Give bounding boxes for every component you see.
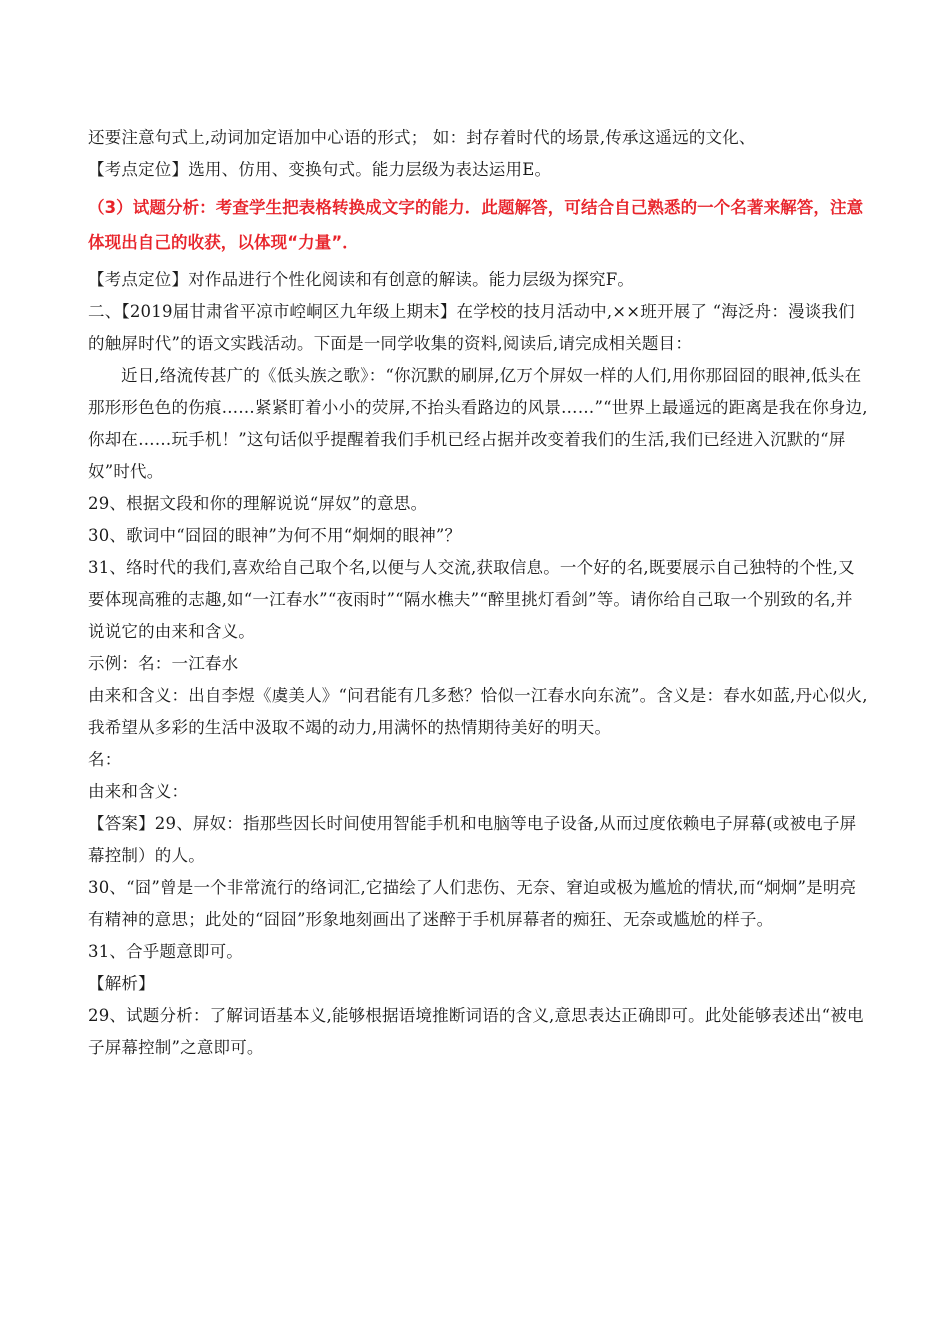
answer-30: 30、“囧”曾是一个非常流行的络词汇,它描绘了人们悲伤、无奈、窘迫或极为尴尬的情状,而“炯炯”是明亮有精神的意思；此处的“囧囧”形象地刻画出了迷醉于手机屏幕者的痴狂、无奈或尴尬的样子。	[88, 878, 857, 929]
paragraph-section-two-intro: 二、【2019届甘肃省平凉市崆峒区九年级上期末】在学校的技月活动中,××班开展了 “海泛舟：漫谈我们的触屏时代”的语文实践活动。下面是一同学收集的资料,阅读后,请完成相关题目：	[88, 302, 855, 353]
document-page	[88, 122, 868, 1064]
example-origin-meaning: 由来和含义：出自李煜《虞美人》“问君能有几多愁？恰似一江春水向东流”。含义是：春水如蓝,丹心似火,我希望从多彩的生活中汲取不竭的动力,用满怀的热情期待美好的明天。	[88, 686, 868, 737]
example-name: 示例：名：一江春水	[88, 654, 239, 673]
paragraph-analysis-3: （3）试题分析：考查学生把表格转换成文字的能力．此题解答，可结合自己熟悉的一个名著来解答，注意体现出自己的收获，以体现“力量”．	[88, 198, 864, 252]
paragraph-reading-passage: 近日,络流传甚广的《低头族之歌》：“你沉默的刷屏,亿万个屏奴一样的人们,用你那囧囧的眼神,低头在那形形色色的伤痕……紧紧盯着小小的荧屏,不抬头看路边的风景……”“世界上最遥远的距离是我在你身边,你却在……玩手机！”这句话似乎提醒着我们手机已经占据并改变着我们的生活,我们已经进入沉默的“屏奴”时代。	[88, 366, 868, 481]
paragraph-sentence-pattern: 还要注意句式上,动词加定语加中心语的形式； 如：封存着时代的场景,传承这遥远的文化、	[88, 128, 756, 147]
answer-origin-blank: 由来和含义：	[88, 782, 189, 801]
answer-31: 31、合乎题意即可。	[88, 942, 243, 961]
analysis-heading: 【解析】	[88, 974, 155, 993]
question-30: 30、歌词中“囧囧的眼神”为何不用“炯炯的眼神”？	[88, 526, 462, 545]
paragraph-exam-point-2: 【考点定位】对作品进行个性化阅读和有创意的解读。能力层级为探究F。	[88, 270, 635, 289]
paragraph-exam-point-1: 【考点定位】选用、仿用、变换句式。能力层级为表达运用E。	[88, 160, 552, 179]
question-29: 29、根据文段和你的理解说说“屏奴”的意思。	[88, 494, 428, 513]
question-31: 31、络时代的我们,喜欢给自己取个名,以便与人交流,获取信息。一个好的名,既要展示自己独特的个性,又要体现高雅的志趣,如“一江春水”“夜雨时”“隔水樵夫”“醉里挑灯看剑”等。请你给自己取一个别致的名,并说说它的由来和含义。	[88, 558, 855, 641]
answer-name-blank: 名：	[88, 750, 122, 769]
analysis-29: 29、试题分析：了解词语基本义,能够根据语境推断词语的含义,意思表达正确即可。此处能够表述出“被电子屏幕控制”之意即可。	[88, 1006, 864, 1057]
answer-29: 【答案】29、屏奴：指那些因长时间使用智能手机和电脑等电子设备,从而过度依赖电子屏幕(或被电子屏幕控制）的人。	[88, 814, 857, 865]
